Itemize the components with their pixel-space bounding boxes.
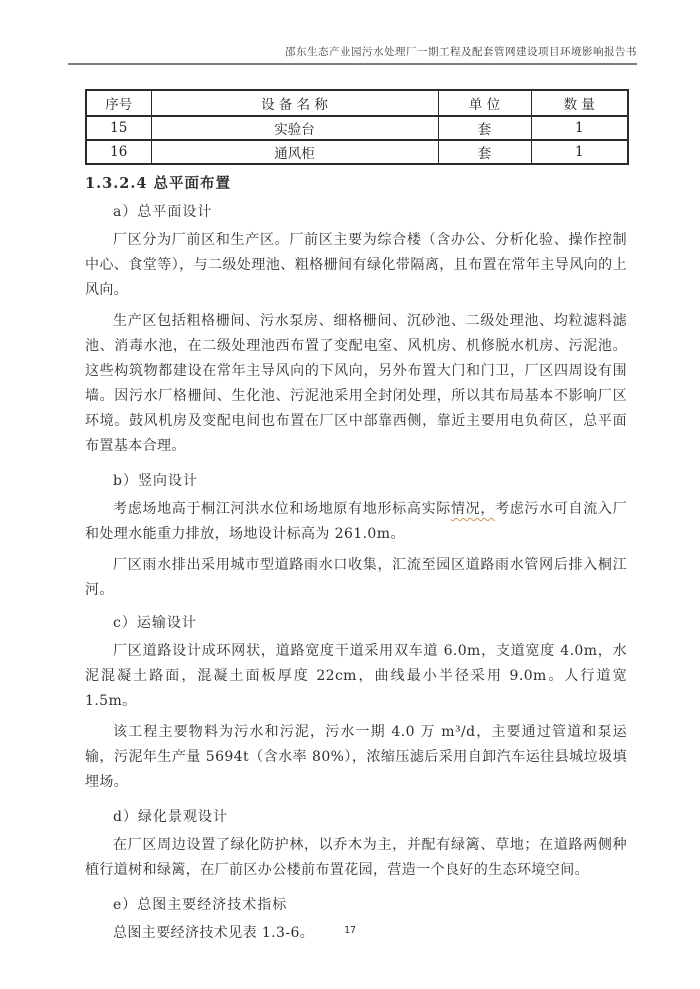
page-number: 17 (343, 925, 357, 936)
col-header-serial: 序号 (86, 90, 151, 116)
equipment-table (85, 89, 629, 165)
paragraph-material-transport: 该工程主要物料为污水和污泥，污水一期 4.0 万 m³/d，主要通过管道和泵运输，污泥年生产量 5694t（含水率 80%），浓缩压滤后采用自卸汽车运往县城垃圾填埋场。 (85, 724, 627, 790)
table-row (86, 116, 628, 140)
running-header-title: 邵东生态产业园污水处理厂一期工程及配套管网建设项目环境影响报告书 (285, 46, 637, 58)
cell-quantity: 1 (531, 140, 628, 164)
paragraph-site-elevation-post: 考虑污水可自流入厂和处理水能重力排放，场地设计标高为 261.0m。 (85, 501, 627, 542)
subheading-a-general-layout: a）总平面设计 (113, 204, 213, 220)
table-row (86, 140, 628, 164)
cell-equipment-name: 实验台 (151, 116, 438, 140)
cell-unit: 套 (438, 116, 531, 140)
page-content (85, 89, 627, 946)
paragraph-greening: 在厂区周边设置了绿化防护林，以乔木为主，并配有绿篱、草地；在道路两侧种植行道树和绿篱，在厂前区办公楼前布置花园，营造一个良好的生态环境空间。 (85, 837, 627, 878)
cell-quantity: 1 (531, 116, 628, 140)
cell-unit: 套 (438, 140, 531, 164)
col-header-quantity: 数 量 (531, 90, 628, 116)
paragraph-road-design: 厂区道路设计成环网状，道路宽度干道采用双车道 6.0m，支道宽度 4.0m，水泥混凝土路面，混凝土面板厚度 22cm，曲线最小半径采用 9.0m。人行道宽 1.5m。 (85, 643, 627, 709)
subheading-c-transport-design: c）运输设计 (113, 615, 197, 631)
cell-serial: 16 (86, 140, 151, 164)
table-header-row (86, 90, 628, 116)
paragraph-production-area: 生产区包括粗格栅间、污水泵房、细格栅间、沉砂池、二级处理池、均粒滤料滤池、消毒水池，在二级处理池西布置了变配电室、风机房、机修脱水机房、污泥池。这些构筑物都建设在常年主导风向的下风向，另外布置大门和门卫，厂区四周设有围墙。因污水厂格栅间、生化池、污泥池采用全封闭处理，所以其布局基本不影响厂区环境。鼓风机房及变配电间也布置在厂区中部靠西侧，靠近主要用电负荷区，总平面布置基本合理。 (85, 313, 627, 454)
page-header (68, 46, 637, 65)
paragraph-rainwater-drainage: 厂区雨水排出采用城市型道路雨水口收集，汇流至园区道路雨水管网后排入桐江河。 (85, 557, 627, 598)
subheading-d-landscaping-design: d）绿化景观设计 (113, 809, 228, 825)
col-header-unit: 单 位 (438, 90, 531, 116)
paragraph-plant-zones: 厂区分为厂前区和生产区。厂前区主要为综合楼（含办公、分析化验、操作控制中心、食堂等），与二级处理池、粗格栅间有绿化带隔离，且布置在常年主导风向的上风向。 (85, 232, 627, 298)
cell-equipment-name: 通风柜 (151, 140, 438, 164)
cell-serial: 15 (86, 116, 151, 140)
subheading-b-vertical-design: b）竖向设计 (113, 473, 198, 489)
paragraph-site-elevation-pre: 考虑场地高于桐江河洪水位和场地原有地形标高实际 (113, 501, 451, 517)
section-heading-1-3-2-4: 1.3.2.4 总平面布置 (85, 175, 232, 192)
paragraph-site-elevation (85, 497, 627, 547)
paragraph-see-table-reference: 总图主要经济技术见表 1.3-6。 (113, 925, 315, 941)
subheading-e-technical-indicators: e）总图主要经济技术指标 (113, 897, 288, 913)
col-header-equipment-name: 设 备 名 称 (151, 90, 438, 116)
proofing-wavy-underline-text: 情况， (450, 501, 496, 517)
page-footer (0, 918, 700, 937)
